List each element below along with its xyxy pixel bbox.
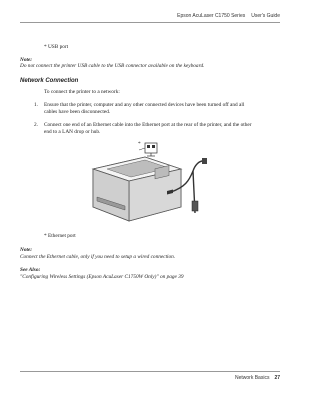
usb-port-caption: * USB port — [44, 44, 69, 50]
printer-ethernet-illustration — [85, 141, 221, 227]
header-product: Epson AcuLaser C1750 Series — [177, 13, 246, 19]
ethernet-port-caption: * Ethernet port — [44, 233, 76, 239]
network-hub-icon — [145, 143, 157, 156]
step-2-line-2: end to a LAN drop or hub. — [44, 129, 101, 135]
section-intro: To connect the printer to a network: — [44, 89, 120, 95]
see-also-label: See Also: — [20, 267, 41, 273]
step-1-number: 1. — [34, 102, 38, 108]
page-header — [177, 13, 280, 19]
step-1-line-1: Ensure that the printer, computer and any other connected devices have been turned off and all — [44, 102, 245, 108]
section-heading: Network Connection — [20, 78, 79, 84]
footer-section: Network Basics — [234, 375, 270, 381]
note-label-2: Note: — [20, 247, 33, 253]
step-2-line-1: Connect one end of an Ethernet cable into the Ethernet port at the rear of the printer, and the other — [44, 122, 252, 128]
note-text: Do not connect the printer USB cable to the USB connector available on the keyboard. — [20, 63, 205, 69]
note-label: Note: — [20, 57, 33, 63]
page-footer — [235, 375, 280, 381]
header-rule — [20, 22, 280, 23]
printer-icon — [93, 157, 181, 221]
figure-marker: * — [138, 141, 141, 147]
header-guide: User's Guide — [251, 13, 280, 19]
footer-rule — [20, 371, 280, 372]
step-2-number: 2. — [34, 122, 38, 128]
note-text-2: Connect the Ethernet cable, only if you need to setup a wired connection. — [20, 254, 176, 260]
step-1-line-2: cables have been disconnected. — [44, 109, 111, 115]
page-number: 27 — [274, 375, 280, 381]
see-also-link[interactable]: "Configuring Wireless Settings (Epson AcuLaser C1750W Only)" on page 39 — [20, 274, 184, 280]
